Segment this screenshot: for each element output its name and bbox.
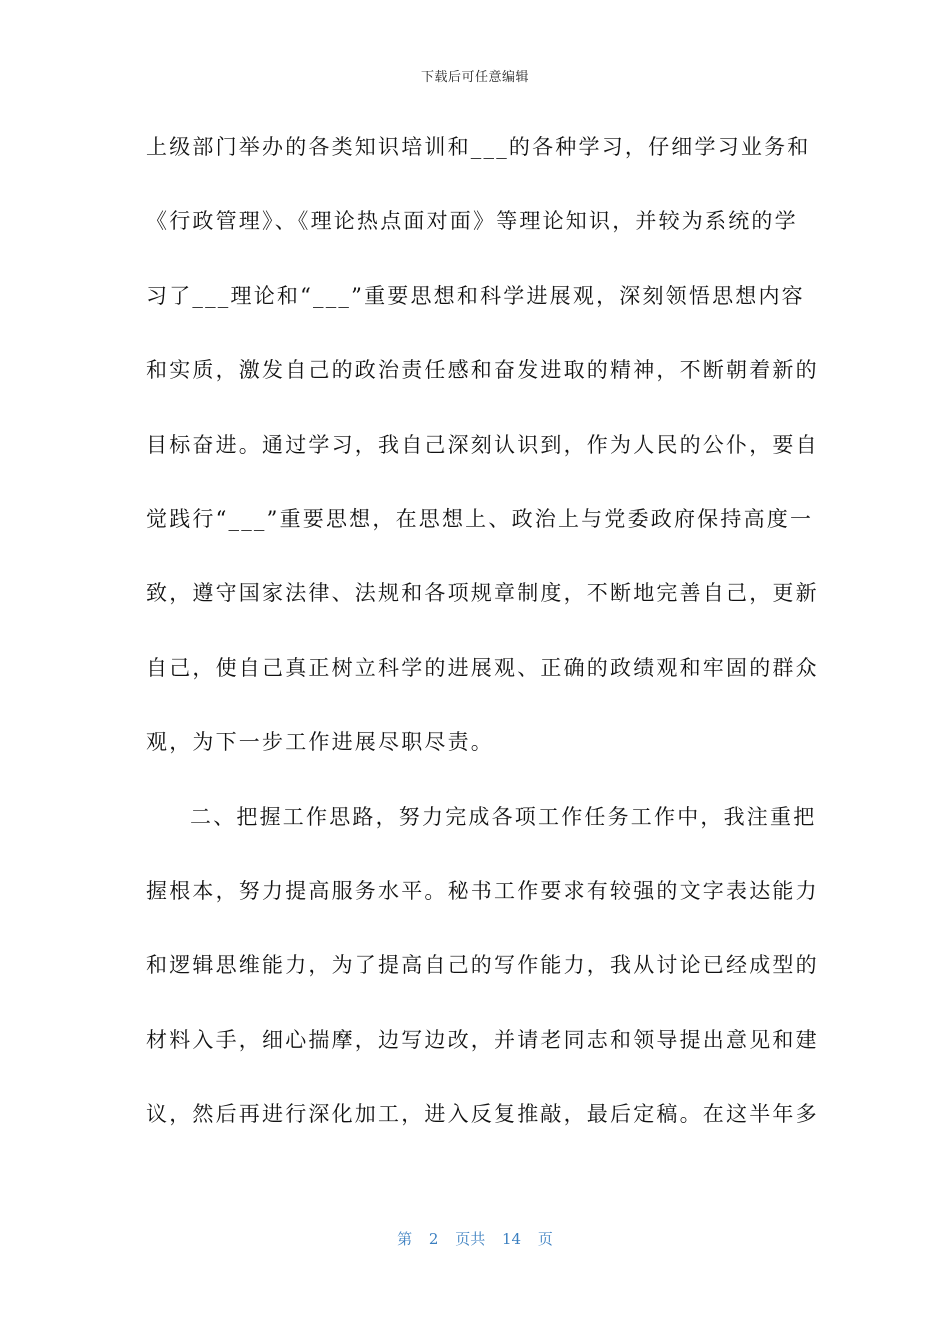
body-line-14: 议，然后再进行深化加工，进入反复推敲，最后定稿。在这半年多 bbox=[146, 1102, 819, 1127]
body-line-2: 《行政管理》、《理论热点面对面》等理论知识，并较为系统的学 bbox=[146, 209, 798, 234]
body-line-10: 二、把握工作思路，努力完成各项工作任务工作中，我注重把 bbox=[190, 804, 817, 829]
page-footer bbox=[0, 1228, 950, 1249]
body-line-13: 材料入手，细心揣摩，边写边改，并请老同志和领导提出意见和建 bbox=[146, 1027, 819, 1052]
body-line-7: 致，遵守国家法律、法规和各项规章制度，不断地完善自己，更新 bbox=[146, 581, 819, 606]
footer-suffix: 页 bbox=[537, 1230, 553, 1248]
document-body bbox=[146, 124, 819, 1165]
body-line-11: 握根本，努力提高服务水平。秘书工作要求有较强的文字表达能力 bbox=[146, 878, 819, 903]
body-line-8: 自己，使自己真正树立科学的进展观、正确的政绩观和牢固的群众 bbox=[146, 655, 819, 680]
body-line-5: 目标奋进。通过学习，我自己深刻认识到，作为人民的公仆，要自 bbox=[146, 432, 819, 457]
body-line-12: 和逻辑思维能力，为了提高自己的写作能力，我从讨论已经成型的 bbox=[146, 953, 819, 978]
body-line-9: 观，为下一步工作进展尽职尽责。 bbox=[146, 730, 494, 755]
body-line-1: 上级部门举办的各类知识培训和___的各种学习，仔细学习业务和 bbox=[146, 135, 811, 159]
footer-middle: 页共 bbox=[455, 1230, 486, 1248]
footer-total-pages: 14 bbox=[502, 1230, 522, 1248]
footer-current-page: 2 bbox=[428, 1230, 439, 1248]
body-line-4: 和实质，激发自己的政治责任感和奋发进取的精神，不断朝着新的 bbox=[146, 358, 819, 383]
body-line-3: 习了___理论和“___”重要思想和科学进展观，深刻领悟思想内容 bbox=[146, 283, 805, 308]
body-line-6: 觉践行“___”重要思想，在思想上、政治上与党委政府保持高度一 bbox=[146, 506, 814, 531]
footer-prefix: 第 bbox=[397, 1230, 413, 1248]
page-header: 下载后可任意编辑 bbox=[420, 70, 529, 85]
